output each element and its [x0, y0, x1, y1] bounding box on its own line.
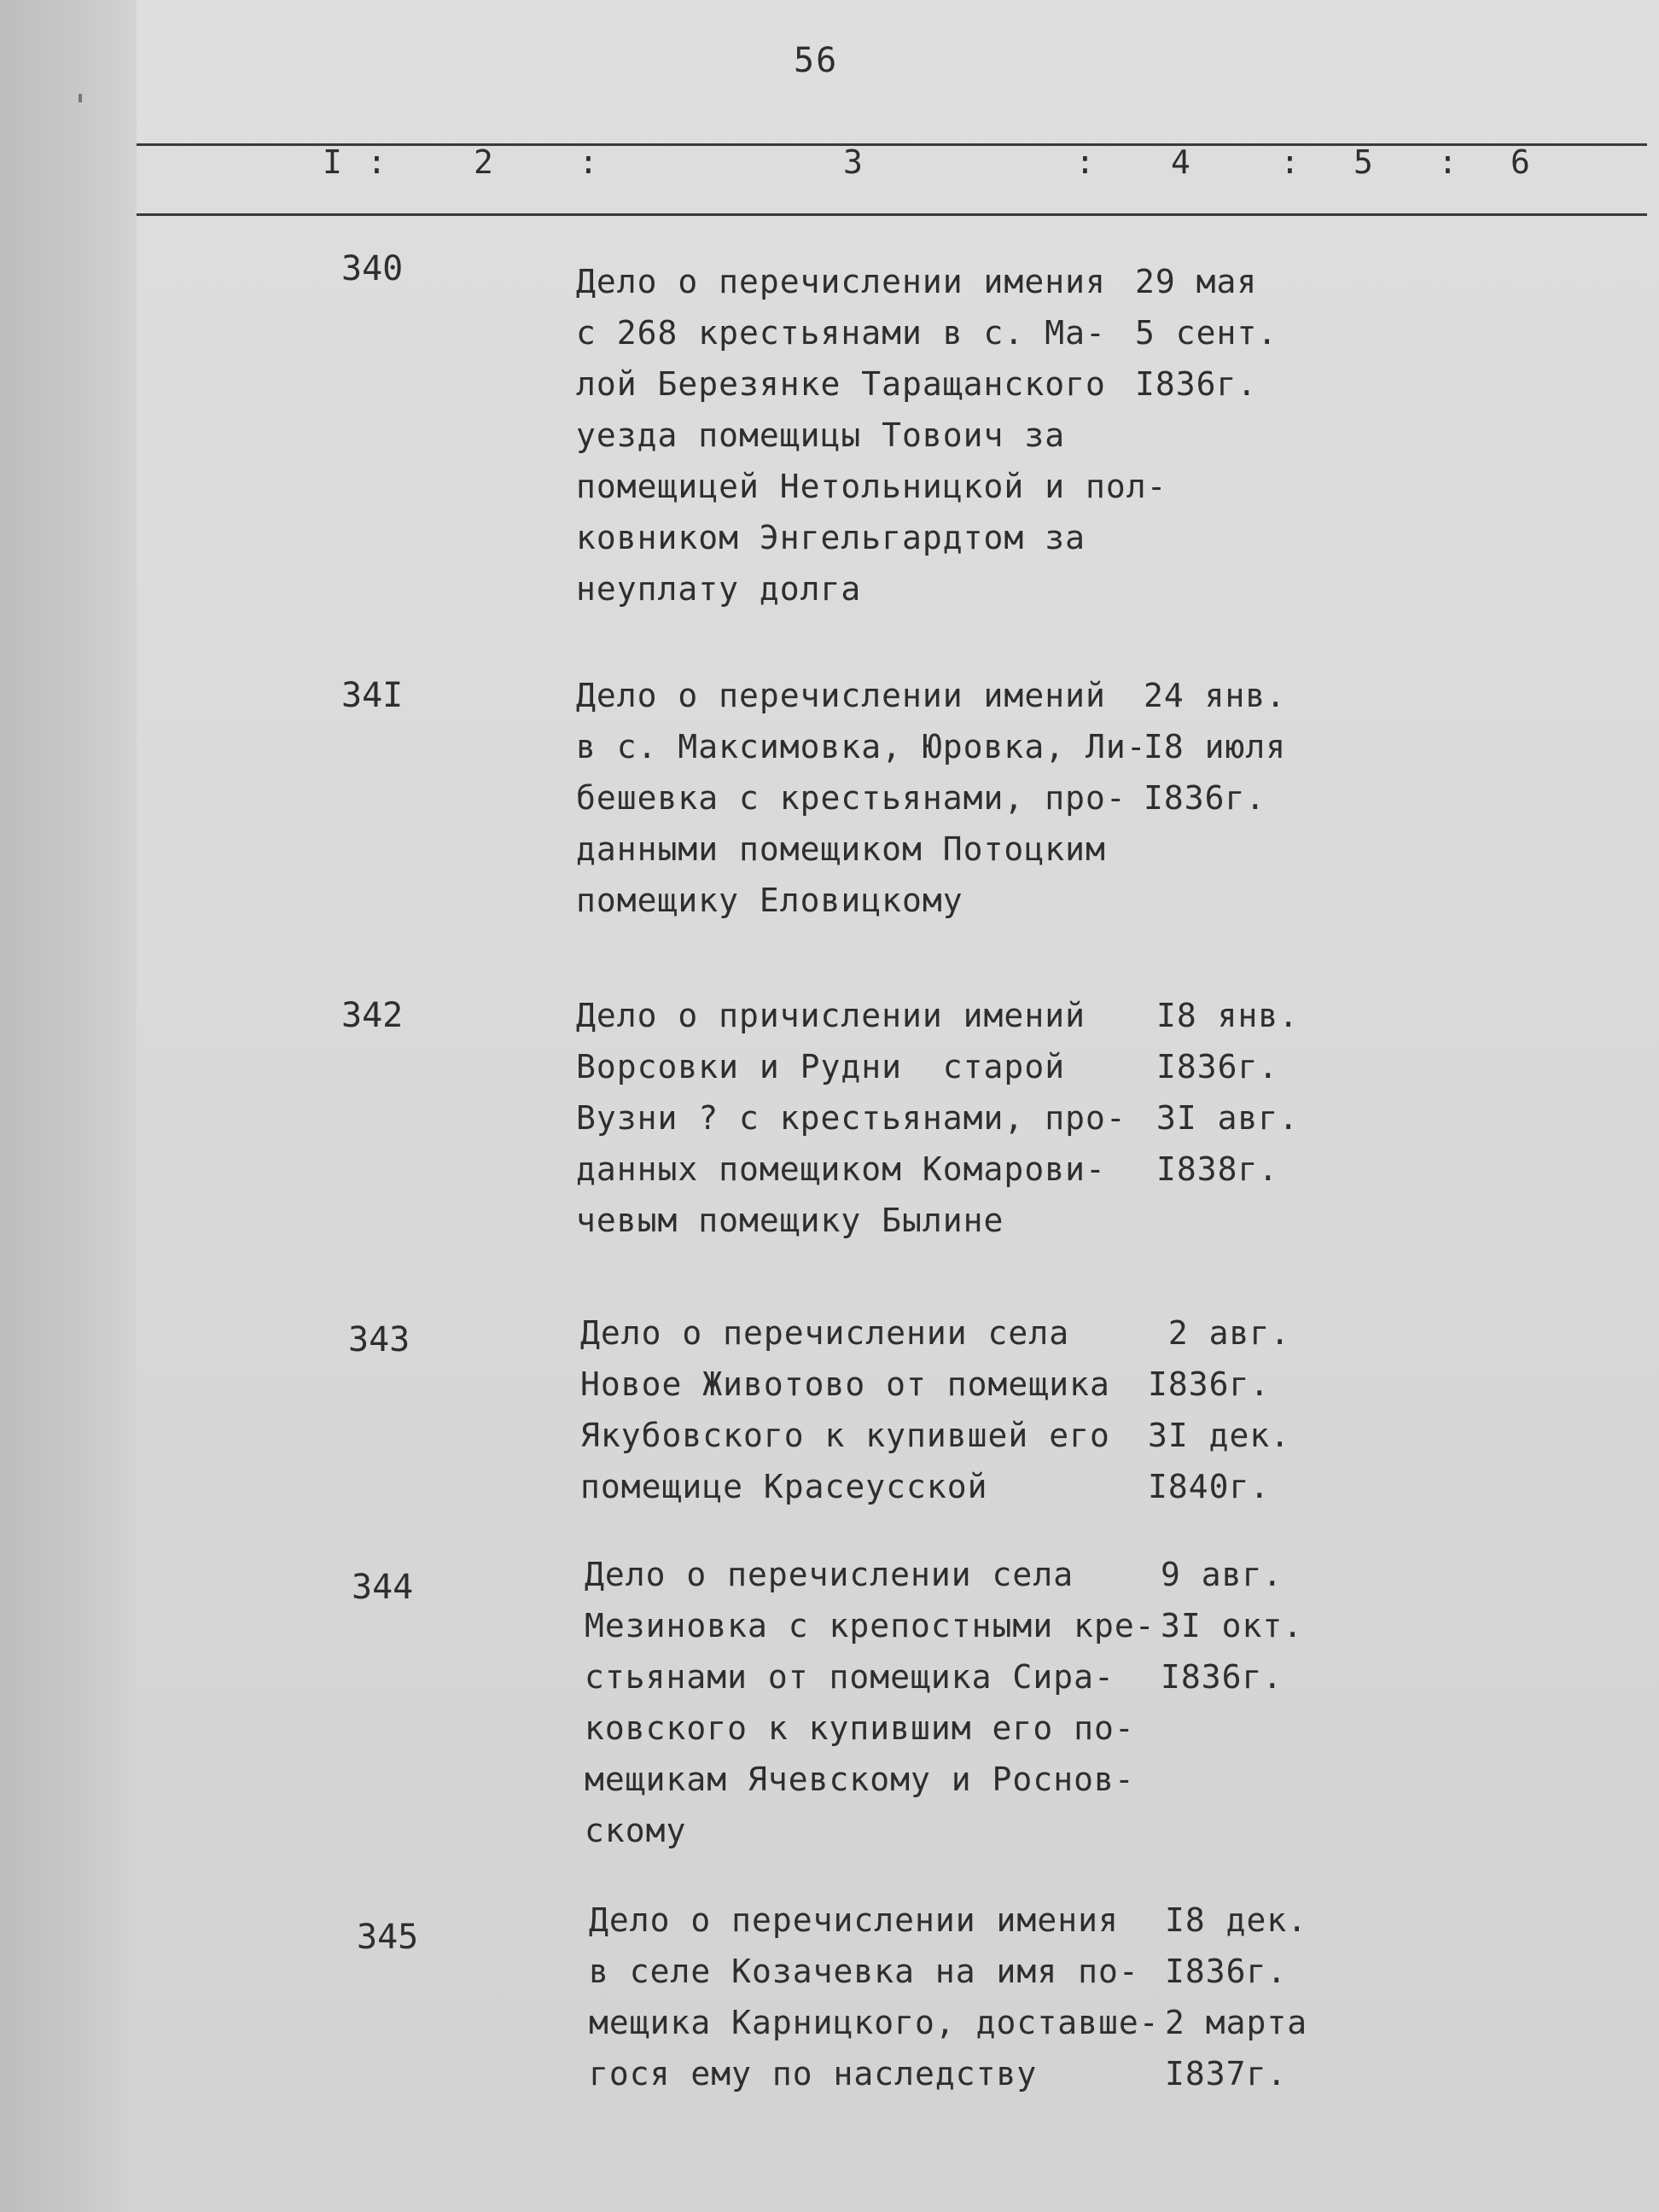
- header-rule-top: [137, 143, 1647, 146]
- header-rule-bottom: [137, 213, 1647, 216]
- record-description: [589, 1895, 1160, 2099]
- record-dates: [1144, 670, 1286, 824]
- date-line: 5 сент.: [1135, 314, 1278, 352]
- date-line: 3I авг.: [1156, 1099, 1300, 1137]
- description-line: мещикам Ячевскому и Роснов-: [585, 1761, 1135, 1798]
- edge-mark: [79, 94, 82, 102]
- description-line: чевым помещику Былине: [576, 1202, 1004, 1239]
- column-separator: :: [1438, 143, 1458, 181]
- record-description: [576, 670, 1147, 926]
- date-line: I836г.: [1144, 779, 1266, 817]
- binding-gutter: [0, 0, 137, 2212]
- date-line: 2 авг.: [1148, 1314, 1291, 1352]
- description-line: в с. Максимовка, Юровка, Ли-: [576, 728, 1147, 765]
- record-number: 343: [348, 1320, 410, 1359]
- column-separator: :: [1280, 143, 1300, 181]
- column-separator: :: [579, 143, 598, 181]
- date-line: I837г.: [1165, 2055, 1288, 2093]
- column-header-5: 5: [1353, 143, 1373, 181]
- column-header-3: 3: [843, 143, 863, 181]
- date-line: 29 мая: [1135, 263, 1258, 300]
- description-line: Новое Животово от помещика: [580, 1365, 1110, 1403]
- description-line: Якубовского к купившей его: [580, 1417, 1110, 1454]
- description-line: помещицей Нетольницкой и пол-: [576, 468, 1167, 505]
- description-line: Мезиновка с крепостными кре-: [585, 1607, 1155, 1644]
- record-dates: [1161, 1549, 1303, 1703]
- description-line: Ворсовки и Рудни старой: [576, 1048, 1066, 1086]
- description-line: Дело о перечислении имения: [576, 263, 1106, 300]
- description-line: данными помещиком Потоцким: [576, 830, 1106, 868]
- description-line: Дело о причислении имений: [576, 997, 1086, 1034]
- column-header-6: 6: [1511, 143, 1530, 181]
- date-line: I8 янв.: [1156, 997, 1300, 1034]
- record-number: 340: [341, 249, 404, 288]
- column-header-4: 4: [1171, 143, 1190, 181]
- record-dates: [1148, 1307, 1290, 1512]
- date-line: I836г.: [1148, 1365, 1271, 1403]
- date-line: 24 янв.: [1144, 677, 1287, 714]
- date-line: I8 июля: [1144, 728, 1287, 765]
- record-number: 345: [357, 1918, 419, 1957]
- description-line: ковником Энгельгардтом за: [576, 519, 1086, 556]
- description-line: Дело о перечислении села: [585, 1556, 1074, 1593]
- description-line: лой Березянке Таращанского: [576, 365, 1106, 403]
- column-separator: :: [1075, 143, 1095, 181]
- description-line: бешевка с крестьянами, про-: [576, 779, 1126, 817]
- description-line: уезда помещицы Товоич за: [576, 416, 1066, 454]
- description-line: мещика Карницкого, доставше-: [589, 2004, 1160, 2041]
- description-line: скому: [585, 1812, 687, 1849]
- date-line: 9 авг.: [1161, 1556, 1284, 1593]
- column-separator: :: [367, 143, 387, 181]
- description-line: помещице Красеусской: [580, 1468, 988, 1505]
- date-line: 2 марта: [1165, 2004, 1308, 2041]
- description-line: Дело о перечислении села: [580, 1314, 1070, 1352]
- record-description: [585, 1549, 1155, 1856]
- record-dates: [1165, 1895, 1307, 2099]
- record-number: 34I: [341, 676, 404, 715]
- description-line: ковского к купившим его по-: [585, 1709, 1135, 1747]
- record-description: [580, 1307, 1110, 1512]
- date-line: I838г.: [1156, 1150, 1279, 1188]
- description-line: неуплату долга: [576, 570, 862, 608]
- page-number: 56: [794, 41, 839, 80]
- date-line: I8 дек.: [1165, 1901, 1308, 1939]
- date-line: I836г.: [1165, 1953, 1288, 1990]
- date-line: I836г.: [1135, 365, 1258, 403]
- date-line: I836г.: [1156, 1048, 1279, 1086]
- description-line: стьянами от помещика Сира-: [585, 1658, 1115, 1696]
- record-number: 344: [352, 1568, 414, 1607]
- description-line: данных помещиком Комарови-: [576, 1150, 1106, 1188]
- description-line: с 268 крестьянами в с. Ма-: [576, 314, 1106, 352]
- date-line: 3I дек.: [1148, 1417, 1291, 1454]
- description-line: Дело о перечислении имений: [576, 677, 1106, 714]
- column-header-1: I: [323, 143, 342, 181]
- description-line: в селе Козачевка на имя по-: [589, 1953, 1139, 1990]
- record-dates: [1135, 256, 1278, 410]
- date-line: 3I окт.: [1161, 1607, 1304, 1644]
- date-line: I840г.: [1148, 1468, 1271, 1505]
- column-header-2: 2: [474, 143, 493, 181]
- date-line: I836г.: [1161, 1658, 1284, 1696]
- record-dates: [1156, 990, 1299, 1195]
- record-description: [576, 990, 1126, 1246]
- record-description: [576, 256, 1167, 614]
- description-line: помещику Еловицкому: [576, 882, 963, 919]
- description-line: гося ему по наследству: [589, 2055, 1038, 2093]
- description-line: Вузни ? с крестьянами, про-: [576, 1099, 1126, 1137]
- record-number: 342: [341, 996, 404, 1035]
- description-line: Дело о перечислении имения: [589, 1901, 1119, 1939]
